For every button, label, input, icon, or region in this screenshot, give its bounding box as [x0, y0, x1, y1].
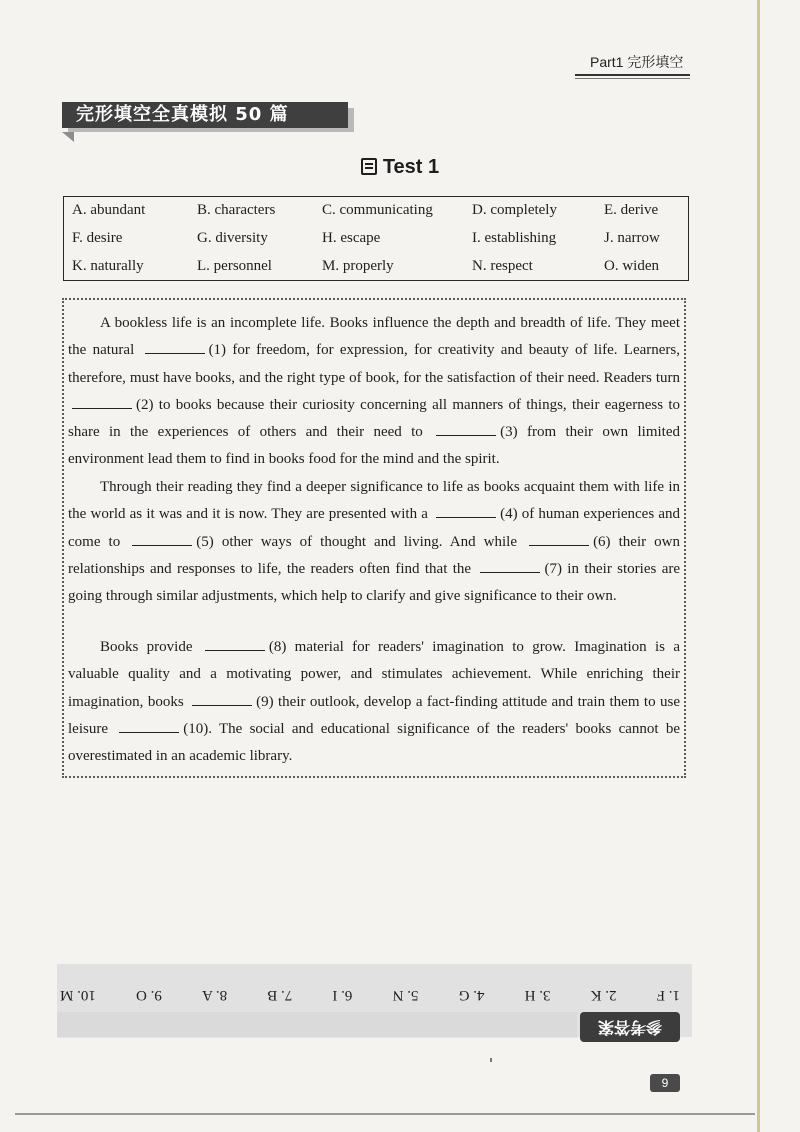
passage-text: (7) in their stories are going through similar adjustments, which help to clarify and give significance to their own. — [68, 560, 681, 605]
answer-key-label-wrap — [580, 1012, 680, 1042]
passage-text: (2) to books because their curiosity concerning all manners of things, their eagerness to share in the experiences of others and their need to — [68, 396, 680, 441]
print-mark — [490, 1058, 492, 1062]
word-bank-item: G. diversity — [197, 230, 268, 246]
answer-item: 10. M — [60, 987, 96, 1004]
test-title — [0, 156, 800, 179]
answer-item: 3. H — [524, 987, 551, 1004]
word-bank-item: L. personnel — [197, 258, 272, 274]
answer-item: 7. B — [267, 987, 293, 1004]
section-banner-text: 完形填空全真模拟 50 篇 — [62, 102, 348, 128]
passage-paragraph-2 — [68, 474, 680, 610]
blank-4[interactable] — [436, 503, 496, 518]
blank-8[interactable] — [205, 636, 265, 651]
answer-item: 6. I — [332, 987, 353, 1004]
running-head: Part1 完形填空 — [590, 54, 684, 70]
passage-paragraph-3 — [68, 634, 680, 770]
word-bank-item: N. respect — [472, 258, 533, 274]
word-bank-item: D. completely — [472, 202, 557, 218]
passage-text: (6) their own relationships and responses to life, the readers often find that the — [68, 533, 680, 577]
blank-3[interactable] — [436, 421, 496, 436]
running-head-rule-thin — [575, 78, 690, 79]
test-title-text: Test 1 — [382, 156, 440, 178]
blank-9[interactable] — [192, 691, 252, 706]
banner-fold — [62, 132, 74, 142]
blank-5[interactable] — [132, 531, 192, 546]
word-bank-item: H. escape — [322, 230, 381, 246]
page-bottom-edge — [15, 1113, 755, 1115]
word-bank-item: C. communicating — [322, 202, 433, 218]
passage-text: (3) from their own limited environment lead them to find in books food for the mind and the spirit. — [68, 424, 680, 468]
blank-10[interactable] — [119, 718, 179, 733]
blank-1[interactable] — [145, 339, 205, 354]
running-head-rule — [575, 74, 690, 76]
word-bank-item: M. properly — [322, 258, 394, 274]
passage-text: Through their reading they find a deeper significance to life as books acquaint them with life in the world as it was and it is now. They are presented with a — [68, 479, 680, 523]
document-icon — [361, 158, 377, 175]
word-bank-item: O. widen — [604, 258, 659, 274]
passage-text: (1) for freedom, for expression, for creativity and beauty of life. Learners, therefore, must have books, and the right type of book, for the satisfaction of their need. Readers turn — [68, 342, 681, 386]
passage-text: (9) their outlook, develop a fact-finding attitude and train them to use leisure — [68, 693, 681, 737]
passage-text: (5) other ways of thought and living. And while — [196, 533, 517, 550]
answer-item: 5. N — [392, 987, 419, 1004]
answer-item: 2. K — [590, 987, 617, 1004]
passage-paragraph-1 — [68, 310, 680, 474]
word-bank-item: B. characters — [197, 202, 276, 218]
page-number: 9 — [650, 1074, 680, 1092]
word-bank-item: J. narrow — [604, 230, 660, 246]
passage-text: A bookless life is an incomplete life. Books influence the depth and breadth of life. They meet the natural — [68, 315, 680, 359]
answer-item: 9. O — [136, 987, 162, 1004]
section-banner — [62, 102, 354, 132]
answer-item: 4. G — [458, 987, 485, 1004]
word-bank-item: E. derive — [604, 202, 659, 218]
word-bank-item: F. desire — [72, 230, 123, 246]
word-bank-item: K. naturally — [72, 258, 144, 274]
blank-2[interactable] — [72, 394, 132, 409]
answer-item: 8. A — [202, 987, 228, 1004]
answer-item: 1. F — [656, 987, 680, 1004]
passage-text: Books provide — [100, 639, 193, 655]
answer-strip-shade — [57, 1012, 577, 1038]
answer-key — [60, 975, 680, 1015]
blank-6[interactable] — [529, 531, 589, 546]
word-bank-item: I. establishing — [472, 230, 557, 246]
blank-7[interactable] — [480, 558, 540, 573]
passage-text: (8) material for readers' imagination to grow. Imagination is a valuable quality and a motivating power, and stimulates achievement. While enriching their imagination, books — [68, 639, 680, 710]
passage-text: (4) of human experiences and come to — [68, 506, 680, 550]
passage-text: (10). The social and educational significance of the readers' books cannot be overestimated in an academic library. — [68, 720, 680, 765]
answer-key-label: 参考答案 — [580, 1012, 680, 1042]
word-bank-item: A. abundant — [72, 202, 146, 218]
